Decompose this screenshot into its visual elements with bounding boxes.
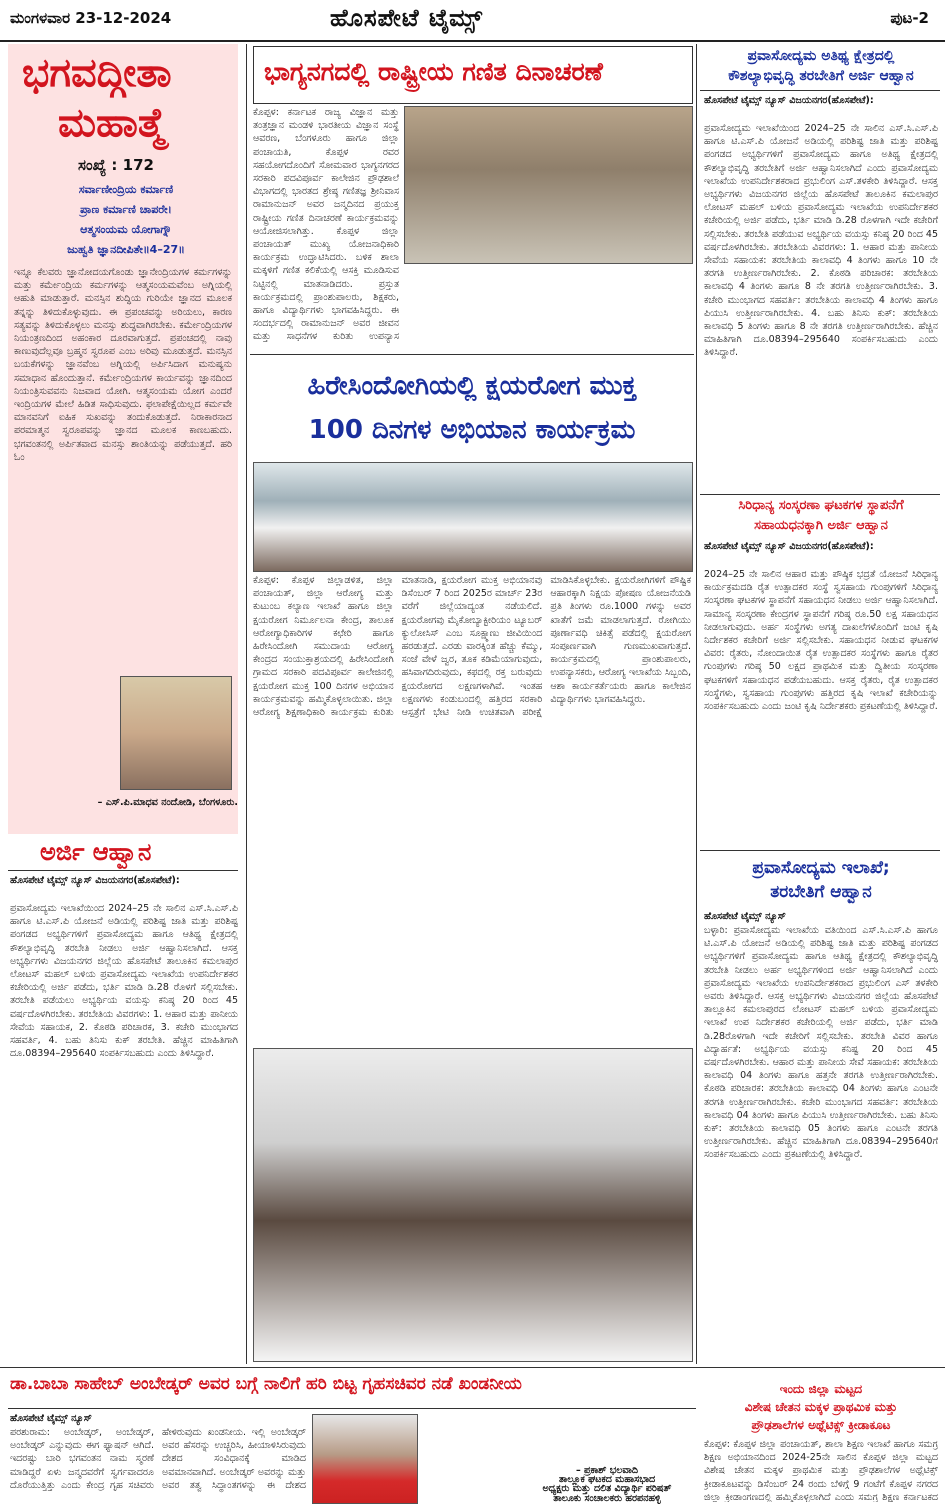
rule [250, 354, 694, 355]
gita-title-2: ಮಹಾತ್ಮೆ [58, 100, 167, 146]
atithya-title-line: ಕೌಶಲ್ಯಾಭಿವೃದ್ಧಿ ತರಬೇತಿಗೆ ಅರ್ಜಿ ಆಹ್ವಾನ [728, 68, 914, 84]
verse-line: ಜುಹ್ವತಿ ಜ್ಞಾನದೀಪಿತೇ॥4–27॥ [67, 243, 185, 256]
gita-number: ಸಂಖ್ಯೆ : 172 [78, 156, 154, 174]
gita-body-cont [14, 684, 114, 794]
page-number: ಪುಟ-2 [890, 9, 929, 27]
ganita-title: ಭಾಗ್ಯನಗದಲ್ಲಿ ರಾಷ್ಟ್ರೀಯ ಗಣಿತ ದಿನಾಚರಣೆ [264, 57, 603, 86]
kshaya-photo-top [253, 462, 693, 572]
pravasodyama-body: ಬಳ್ಳಾರಿ: ಪ್ರವಾಸೋದ್ಯಮ ಇಲಾಖೆಯ ವತಿಯಿಂದ ಎಸ್.ಸಿ.ಎಸ್.ಪಿ ಹಾಗೂ ಟಿ.ಎಸ್.ಪಿ ಯೋಜನೆ ಅಡಿಯಲ್ಲಿ ಪರಿಶಿಷ್ಟ ಜಾತಿ ಮತ್ತು ಪರಿಶಿಷ್ಟ ಪಂಗಡದ ಅಭ್ಯರ್ಥಿಗಳಿಗೆ ಪ್ರವಾಸೋದ್ಯಮ ಹಾಗೂ ಆತಿಥ್ಯ ಕ್ಷೇತ್ರದಲ್ಲಿ ಕೌಶಲ್ಯಾಭಿವೃದ್ಧಿ ತರಬೇತಿ ನೀಡಲು ಅರ್ಹ ಅಭ್ಯರ್ಥಿಗಳಿಂದ ಅರ್ಜಿ ಆಹ್ವಾನಿಸಲಾಗಿದೆ ಎಂದು ಪ್ರವಾಸೋದ್ಯಮ ಇಲಾಖೆಯ ಉಪನಿರ್ದೇಶಕರಾದ ಪ್ರಭುಲಿಂಗ ಎಸ್ ತಳಕೇರಿ ಅವರು ತಿಳಿಸಿದ್ದಾರೆ. ಆಸಕ್ತ ಅಭ್ಯರ್ಥಿಗಳು ವಿಜಯನಗರ ಜಿಲ್ಲೆಯ ಹೊಸಪೇಟೆ ತಾಲ್ಲೂಕಿನ ಕಮಲಾಪುರದ ಲೋಟಸ್ ಮಹಲ್ ಬಳಿಯ ಪ್ರವಾಸೋದ್ಯಮ ಇಲಾಖೆ ಉಪ ನಿರ್ದೇಶಕರ ಕಚೇರಿಯಲ್ಲಿ ಅರ್ಜಿ ಪಡೆದು, ಭರ್ತಿ ಮಾಡಿ ಡಿ.28ರೊಳಗಾಗಿ ಇದೇ ಕಚೇರಿಗೆ ಸಲ್ಲಿಸಬೇಕು. ತರಬೇತಿ ವಿವರ ಹಾಗೂ ವಿದ್ಯಾರ್ಹತೆ: ಅಭ್ಯರ್ಥಿಯ ವಯಸ್ಸು ಕನಿಷ್ಟ 20 ರಿಂದ 45 ವರ್ಷದೊಳಗಿರಬೇಕು. ಆಹಾರ ಮತ್ತು ಪಾನೀಯ ಸೇವೆ ಸಹಾಯಕ: ತರಬೇತಿಯ ಕಾಲಾವಧಿ 04 ತಿಂಗಳು ಹಾಗೂ ಹತ್ತನೇ ತರಗತಿ ಉತ್ತೀರ್ಣರಾಗಿರಬೇಕು. ಕೊಠಡಿ ಪರಿಚಾರಕ: ತರಬೇತಿಯ ಕಾಲಾವಧಿ 04 ತಿಂಗಳು ಹಾಗೂ ಎಂಟನೇ ತರಗತಿ ಉತ್ತೀರ್ಣರಾಗಿರಬೇಕು. ಕಚೇರಿ ಮುಂಭಾಗದ ಸಹವರ್ತಿ: ತರಬೇತಿಯ ಕಾಲಾವಧಿ 04 ತಿಂಗಳು ಹಾಗೂ ಪಿಯುಸಿ ಉತ್ತೀರ್ಣರಾಗಿರಬೇಕು. ಬಹು ತಿನಿಸು ಕುಕ್: ತರಬೇತಿಯ ಕಾಲಾವಧಿ 05 ತಿಂಗಳು ಹಾಗೂ ಎಂಟನೇ ತರಗತಿ ಉತ್ತೀರ್ಣರಾಗಿರಬೇಕು. ಹೆಚ್ಚಿನ ಮಾಹಿತಿಗಾಗಿ ದೂ.08394–295640ಗೆ ಸಂಪರ್ಕಿಸಬಹುದು ಎಂದು ಪ್ರಕಟಣೆಯಲ್ಲಿ ತಿಳಿಸಿದ್ದಾರೆ. [704, 925, 938, 1161]
signoff-line: – ಪ್ರಕಾಶ್ ಭಲವಾದಿ [575, 1465, 639, 1476]
siridhanya-title [702, 496, 940, 536]
ganita-photo [404, 106, 693, 264]
masthead-bar [0, 0, 945, 42]
rule [700, 494, 940, 495]
pravasodyama-title [702, 856, 940, 904]
pravasodyama-title-line: ತರಬೇತಿಗೆ ಆಹ್ವಾನ [770, 882, 872, 902]
atithya-dateline: ಹೊಸಪೇಟೆ ಟೈಮ್ಸ್ ನ್ಯೂಸ್ ವಿಜಯನಗರ(ಹೊಸಪೇಟೆ): [704, 95, 874, 106]
athletics-title-line: ಪ್ರೌಢಶಾಲೆಗಳ ಅಥ್ಲೆಟಿಕ್ಸ್ ಕ್ರೀಡಾಕೂಟ [751, 1418, 891, 1432]
kshaya-title-line: ಹಿರೇಸಿಂದೋಗಿಯಲ್ಲಿ ಕ್ಷಯರೋಗ ಮುಕ್ತ [307, 371, 637, 401]
signoff-line: ತಾಲ್ಲೂಕ ಘಟಕದ ಮಹಾಸಭಾದ [558, 1474, 656, 1486]
kshaya-photo-bottom [253, 1048, 693, 1362]
ganita-body: ಕೊಪ್ಪಳ: ಕರ್ನಾಟಕ ರಾಜ್ಯ ವಿಜ್ಞಾನ ಮತ್ತು ತಂತ್ರಜ್ಞಾನ ಮಂಡಳಿ ಭಾರತೀಯ ವಿಜ್ಞಾನ ಸಂಸ್ಥೆ ಆವರಣ, ಬೆಂಗಳೂರು ಹಾಗೂ ಜಿಲ್ಲಾ ಪಂಚಾಯತಿ, ಕೊಪ್ಪಳ ರವರ ಸಹಯೋಗದೊಂದಿಗೆ ಸೋಮವಾರ ಭಾಗ್ಯನಗರದ ಸರಕಾರಿ ಪದವಿಪೂರ್ವ ಕಾಲೇಜಿನ ಪ್ರೌಢಶಾಲೆ ವಿಭಾಗದಲ್ಲಿ ಭಾರತದ ಶ್ರೇಷ್ಠ ಗಣಿತಜ್ಞ ಶ್ರೀನಿವಾಸ ರಾಮಾನುಜನ್ ಅವರ ಜನ್ಮದಿನದ ಪ್ರಯುಕ್ತ ರಾಷ್ಟ್ರೀಯ ಗಣಿತ ದಿನಾಚರಣೆ ಕಾರ್ಯಕ್ರಮವನ್ನು ಆಯೋಜಿಸಲಾಗಿತ್ತು. ಕೊಪ್ಪಳ ಜಿಲ್ಲಾ ಪಂಚಾಯತ್ ಮುಖ್ಯ ಯೋಜನಾಧಿಕಾರಿ ಕಾರ್ಯಕ್ರಮ ಉದ್ಘಾಟಿಸಿದರು. ಬಳಿಕ ಶಾಲಾ ಮಕ್ಕಳಿಗೆ ಗಣಿತ ಕಲಿಕೆಯಲ್ಲಿ ಆಸಕ್ತಿ ಮೂಡಿಸುವ ನಿಟ್ಟಿನಲ್ಲಿ ಮಾತನಾಡಿದರು. ಪ್ರಸ್ತುತ ಕಾರ್ಯಕ್ರಮದಲ್ಲಿ ಪ್ರಾಂಶುಪಾಲರು, ಶಿಕ್ಷಕರು, ಹಾಗೂ ವಿದ್ಯಾರ್ಥಿಗಳು ಭಾಗವಹಿಸಿದ್ದರು. ಈ ಸಂದರ್ಭದಲ್ಲಿ ರಾಮಾನುಜನ್ ಅವರ ಜೀವನ ಮತ್ತು ಸಾಧನೆಗಳ ಕುರಿತು ಉಪನ್ಯಾಸ [253, 107, 399, 343]
column-divider [696, 44, 697, 1364]
siridhanya-title-line: ಸಹಾಯಧನಕ್ಕಾಗಿ ಅರ್ಜಿ ಆಹ್ವಾನ [754, 518, 888, 533]
newspaper-name: ಹೊಸಪೇಟೆ ಟೈಮ್ಸ್ [330, 4, 484, 32]
atithya-title-line: ಪ್ರವಾಸೋದ್ಯಮ ಅತಿಥ್ಯ ಕ್ಷೇತ್ರದಲ್ಲಿ [747, 48, 895, 64]
gita-title: ಭಗವದ್ಗೀತಾ [22, 50, 172, 96]
athletics-title-line: ಇಂದು ಜಿಲ್ಲಾ ಮಟ್ಟದ [779, 1382, 863, 1396]
atithya-title [702, 46, 940, 86]
pravasodyama-dateline: ಹೊಸಪೇಟೆ ಟೈಮ್ಸ್ ನ್ಯೂಸ್ [704, 911, 786, 922]
signoff-line: ಅಧ್ಯಕ್ಷರು ಮತ್ತು ದಲಿತ ವಿದ್ಯಾರ್ಥಿ ಪರಿಷತ್ [542, 1483, 672, 1495]
ambedkar-title: ಡಾ.ಬಾಬಾ ಸಾಹೇಬ್ ಅಂಬೇಡ್ಕರ್ ಅವರ ಬಗ್ಗೆ ನಾಲಿಗೆ ಹರಿ ಬಿಟ್ಟ ಗೃಹಸಚಿವರ ನಡೆ ಖಂಡನೀಯ [10, 1374, 522, 1394]
ambedkar-body: ಪರಶುರಾಮ: ಅಂಬೇಡ್ಕರ್, ಅಂಬೇಡ್ಕರ್, ಅಂಬೇಡ್ಕರ್ ಎನ್ನುವುದು ಈಗ ಫ್ಯಾಷನ್ ಆಗಿದೆ. ಇದರಷ್ಟು ಬಾರಿ ಭಗವಂತನ ನಾಮ ಸ್ಮರಣೆ ಮಾಡಿದ್ದರೆ ಏಳು ಜನ್ಮದವರೆಗೆ ಸ್ವರ್ಗವಾದರೂ ದೊರೆಯುತ್ತಿತ್ತು ಎಂದು ಕೇಂದ್ರ ಗೃಹ ಸಚಿವರು ಹೇಳಿರುವುದು ಖಂಡನೀಯ. ಇಲ್ಲಿ ಅಂಬೇಡ್ಕರ್ ಅವರ ಹೆಸರನ್ನು ಉಚ್ಚರಿಸಿ, ಹೀಯಾಳಿಸಿರುವುದು ದೇಶದ ಸಂವಿಧಾನಕ್ಕೆ ಮಾಡಿದ ಅವಮಾನವಾಗಿದೆ. ಅಂಬೇಡ್ಕರ್ ಅವರನ್ನು ಮತ್ತು ಅವರ ತತ್ವ ಸಿದ್ಧಾಂತಗಳನ್ನು ಈ ದೇಶದ [10, 1427, 306, 1491]
siridhanya-body: 2024–25 ನೇ ಸಾಲಿನ ಆಹಾರ ಮತ್ತು ಪೌಷ್ಠಿಕ ಭದ್ರತೆ ಯೋಜನೆ ಸಿರಿಧಾನ್ಯ ಕಾರ್ಯಕ್ರಮದಡಿ ರೈತ ಉತ್ಪಾದಕರ ಸಂಸ್ಥೆ ಸ್ವಸಹಾಯ ಗುಂಪುಗಳಿಗೆ ಸಿರಿಧಾನ್ಯ ಸಂಸ್ಕರಣಾ ಘಟಕಗಳ ಸ್ಥಾಪನೆಗೆ ಸಹಾಯಧನ ನೀಡಲು ಅರ್ಜಿ ಆಹ್ವಾನಿಸಲಾಗಿದೆ. ಸಾಮಾನ್ಯ ಸಂಸ್ಕರಣಾ ಕೇಂದ್ರಗಳ ಸ್ಥಾಪನೆಗೆ ಗರಿಷ್ಠ ರೂ.50 ಲಕ್ಷ ಸಹಾಯಧನ ನೀಡಲಾಗುವುದು. ಅರ್ಹ ಸಂಸ್ಥೆಗಳು ಅಗತ್ಯ ದಾಖಲೆಗಳೊಂದಿಗೆ ಜಂಟಿ ಕೃಷಿ ನಿರ್ದೇಶಕರ ಕಚೇರಿಗೆ ಅರ್ಜಿ ಸಲ್ಲಿಸಬೇಕು. ಸಹಾಯಧನ ನೀಡುವ ಘಟಕಗಳ ವಿವರ: ರೈತರು, ನೋಂದಾಯಿತ ರೈತ ಉತ್ಪಾದಕರ ಸಂಸ್ಥೆಗಳು ಹಾಗೂ ರೈತರ ಗುಂಪುಗಳು ಗರಿಷ್ಠ 50 ಲಕ್ಷದ ಪ್ರಾಥಮಿಕ ಮತ್ತು ದ್ವಿತೀಯ ಸಂಸ್ಕರಣಾ ಘಟಕಗಳಿಗೆ ಸಹಾಯಧನ ಪಡೆಯಬಹುದು. ಆಸಕ್ತ ರೈತರು, ರೈತ ಉತ್ಪಾದಕರ ಸಂಸ್ಥೆಗಳು, ಸ್ವಸಹಾಯ ಗುಂಪುಗಳು ಹತ್ತಿರದ ಕೃಷಿ ಇಲಾಖೆ ಕಚೇರಿಯನ್ನು ಸಂಪರ್ಕಿಸಬಹುದು ಎಂದು ಜಂಟಿ ಕೃಷಿ ನಿರ್ದೇಶಕರು ಪ್ರಕಟಣೆಯಲ್ಲಿ ತಿಳಿಸಿದ್ದಾರೆ. [704, 569, 938, 713]
verse-line: ಪ್ರಾಣ ಕರ್ಮಾಣಿ ಚಾಪರೇ। [80, 203, 172, 216]
rule [700, 90, 940, 91]
issue-date: ಮಂಗಳವಾರ 23-12-2024 [10, 9, 172, 27]
rule [700, 850, 940, 851]
gita-author: – ಎಸ್.ಪಿ.ಮಾಧವ ನಂದೋಡಿ, ಬೆಂಗಳೂರು. [97, 797, 238, 808]
arji-title: ಅರ್ಜಿ ಆಹ್ವಾನ [40, 838, 152, 866]
section-divider [0, 1367, 945, 1368]
atithya-body: ಪ್ರವಾಸೋದ್ಯಮ ಇಲಾಖೆಯಿಂದ 2024–25 ನೇ ಸಾಲಿನ ಎಸ್.ಸಿ.ಎಸ್.ಪಿ ಹಾಗೂ ಟಿ.ಎಸ್.ಪಿ ಯೋಜನೆ ಅಡಿಯಲ್ಲಿ ಪರಿಶಿಷ್ಟ ಜಾತಿ ಮತ್ತು ಪರಿಶಿಷ್ಟ ಪಂಗಡದ ಅಭ್ಯರ್ಥಿಗಳಿಗೆ ಪ್ರವಾಸೋದ್ಯಮ ಹಾಗೂ ಅತಿಥ್ಯ ಕ್ಷೇತ್ರದಲ್ಲಿ ಕೌಶಲ್ಯಾಭಿವೃದ್ಧಿ ತರಬೇತಿಗೆ ಅರ್ಜಿ ಆಹ್ವಾನಿಸಲಾಗಿದೆ ಎಂದು ಪ್ರವಾಸೋದ್ಯಮ ಇಲಾಖೆಯ ಉಪನಿರ್ದೇಶಕರಾದ ಪ್ರಭುಲಿಂಗ ಎಸ್.ತಳಕೇರಿ ತಿಳಿಸಿದ್ದಾರೆ. ಆಸಕ್ತ ಅಭ್ಯರ್ಥಿಗಳು ವಿಜಯನಗರ ಜಿಲ್ಲೆಯ ಹೊಸಪೇಟೆ ತಾಲೂಕಿನ ಕಮಲಾಪುರ ಲೋಟಸ್ ಮಹಲ್ ಬಳಿಯ ಪ್ರವಾಸೋದ್ಯಮ ಇಲಾಖೆಯ ಉಪನಿರ್ದೇಶಕರ ಕಚೇರಿಯಲ್ಲಿ ಅರ್ಜಿ ಪಡೆದು, ಭರ್ತಿ ಮಾಡಿ ಡಿ.28 ರೊಳಗಾಗಿ ಇದೇ ಕಚೇರಿಗೆ ಸಲ್ಲಿಸಬೇಕು. ತರಬೇತಿ ಪಡೆಯುವ ಅಭ್ಯರ್ಥಿಯ ವಯಸ್ಸು ಕನಿಷ್ಠ 20 ರಿಂದ 45 ವರ್ಷದೊಳಗಿರಬೇಕು. ತರಬೇತಿಯ ವಿವರಗಳು: 1. ಆಹಾರ ಮತ್ತು ಪಾನೀಯ ಸೇವೆಯ ಸಹಾಯಕ: ತರಬೇತಿಯ ಕಾಲಾವಧಿ 4 ತಿಂಗಳು ಹಾಗೂ 10 ನೇ ತರಗತಿ ಉತ್ತೀರ್ಣರಾಗಿರಬೇಕು. 2. ಕೊಠಡಿ ಪರಿಚಾರಕ: ತರಬೇತಿಯ ಕಾಲಾವಧಿ 4 ತಿಂಗಳು ಹಾಗೂ 8 ನೇ ತರಗತಿ ಉತ್ತೀರ್ಣರಾಗಿರಬೇಕು. 3. ಕಚೇರಿ ಮುಂಭಾಗದ ಸಹವರ್ತಿ: ತರಬೇತಿಯ ಕಾಲಾವಧಿ 4 ತಿಂಗಳು ಹಾಗೂ ಪಿಯುಸಿ ಉತ್ತೀರ್ಣರಾಗಿರಬೇಕು. 4. ಬಹು ತಿನಿಸು ಕುಕ್: ತರಬೇತಿಯ ಕಾಲಾವಧಿ 5 ತಿಂಗಳು ಹಾಗೂ 8 ನೇ ತರಗತಿ ಉತ್ತೀರ್ಣರಾಗಿರಬೇಕು. ಹೆಚ್ಚಿನ ಮಾಹಿತಿಗಾಗಿ ದೂ.08394–295640 ಸಂಪರ್ಕಿಸಬಹುದು ಎಂದು ತಿಳಿಸಿದ್ದಾರೆ. [704, 123, 938, 359]
signoff-line: ತಾಲೂಕು ಸಂಚಾಲಕರು ಹರಪನಹಳ್ಳಿ [553, 1492, 661, 1504]
siridhanya-title-line: ಸಿರಿಧಾನ್ಯ ಸಂಸ್ಕರಣಾ ಘಟಕಗಳ ಸ್ಥಾಪನೆಗೆ [738, 498, 904, 513]
verse-line: ಆತ್ಮಸಂಯಮ ಯೋಗಾಗ್ನೌ [80, 223, 172, 236]
gita-verse [26, 180, 226, 260]
kshaya-title [253, 364, 691, 452]
ganita-body-cont [404, 266, 691, 350]
ambedkar-dateline: ಹೊಸಪೇಟೆ ಟೈಮ್ಸ್ ನ್ಯೂಸ್ [10, 1413, 92, 1424]
column-divider [246, 44, 247, 1364]
arji-body: ಪ್ರವಾಸೋದ್ಯಮ ಇಲಾಖೆಯಿಂದ 2024–25 ನೇ ಸಾಲಿನ ಎಸ್.ಸಿ.ಎಸ್.ಪಿ ಹಾಗೂ ಟಿ.ಎಸ್.ಪಿ ಯೋಜನೆ ಅಡಿಯಲ್ಲಿ ಪರಿಶಿಷ್ಟ ಜಾತಿ ಮತ್ತು ಪರಿಶಿಷ್ಟ ಪಂಗಡದ ಅಭ್ಯರ್ಥಿಗಳಿಗೆ ಪ್ರವಾಸೋದ್ಯಮ ಹಾಗೂ ಆತಿಥ್ಯ ಕ್ಷೇತ್ರದಲ್ಲಿ ಕೌಶಲ್ಯಾಭಿವೃದ್ಧಿ ತರಬೇತಿ ನೀಡಲು ಅರ್ಜಿ ಆಹ್ವಾನಿಸಲಾಗಿದೆ. ಆಸಕ್ತ ಅಭ್ಯರ್ಥಿಗಳು ವಿಜಯನಗರ ಜಿಲ್ಲೆಯ ಹೊಸಪೇಟೆ ತಾಲೂಕಿನ ಕಮಲಾಪುರ ಲೋಟಸ್ ಮಹಲ್ ಬಳಿಯ ಪ್ರವಾಸೋದ್ಯಮ ಇಲಾಖೆಯ ಉಪನಿರ್ದೇಶಕರ ಕಚೇರಿಯಲ್ಲಿ ಅರ್ಜಿ ಪಡೆದು, ಭರ್ತಿ ಮಾಡಿ ಡಿ.28 ರೊಳಗೆ ಸಲ್ಲಿಸಬೇಕು. ತರಬೇತಿ ಪಡೆಯಲು ಅಭ್ಯರ್ಥಿಯ ವಯಸ್ಸು ಕನಿಷ್ಠ 20 ರಿಂದ 45 ವರ್ಷದೊಳಗಿರಬೇಕು. ತರಬೇತಿಯ ವಿವರಗಳು: 1. ಆಹಾರ ಮತ್ತು ಪಾನೀಯ ಸೇವೆಯ ಸಹಾಯಕ, 2. ಕೊಠಡಿ ಪರಿಚಾರಕ, 3. ಕಚೇರಿ ಮುಂಭಾಗದ ಸಹವರ್ತಿ, 4. ಬಹು ತಿನಿಸು ಕುಕ್ ತರಬೇತಿ. ಹೆಚ್ಚಿನ ಮಾಹಿತಿಗಾಗಿ ದೂ.08394–295640 ಸಂಪರ್ಕಿಸಬಹುದು ಎಂದು ತಿಳಿಸಿದ್ದಾರೆ. [10, 903, 238, 1060]
gita-body: ಇನ್ನೂ ಕೆಲವರು ಜ್ಞಾನೋದಯಗೊಂಡು ಜ್ಞಾನೇಂದ್ರಿಯಗಳ ಕರ್ಮಗಳನ್ನು ಮತ್ತು ಕರ್ಮೇಂದ್ರಿಯ ಕರ್ಮಗಳನ್ನು ಆತ್ಮಸಂಯಮವೆಂಬ ಅಗ್ನಿಯಲ್ಲಿ ಆಹುತಿ ಮಾಡುತ್ತಾರೆ. ಮನಸ್ಸಿನ ಶುದ್ಧಿಯ ಗುರಿಯೇ ಜ್ಞಾನದ ಮೂಲಕ ತನ್ನನ್ನು ತಿಳಿದುಕೊಳ್ಳುವುದು. ಈ ಪ್ರಪಂಚವನ್ನು ಅರಿಯಲು, ಕಾರಣ ಸತ್ಯವನ್ನು ತಿಳಿದುಕೊಳ್ಳಲು ಮನಸ್ಸು ಶುದ್ಧವಾಗಿರಬೇಕು. ಕರ್ಮೇಂದ್ರಿಯಗಳ ನಿಯಂತ್ರಣದಿಂದ ಅಹಂಕಾರ ದೂರವಾಗುತ್ತದೆ. ಪ್ರಪಂಚದಲ್ಲಿ ನಾವು ಕಾಣುವುದೆಲ್ಲವೂ ಬ್ರಹ್ಮನ ಸ್ವರೂಪ ಎಂಬ ಅರಿವು ಮೂಡುತ್ತದೆ. ಮನಸ್ಸಿನ ಬಯಕೆಗಳನ್ನು ಜ್ಞಾನವೆಂಬ ಅಗ್ನಿಯಲ್ಲಿ ಅರ್ಪಿಸಿದಾಗ ಮನುಷ್ಯನು ಸಮಾಧಾನ ಹೊಂದುತ್ತಾನೆ. ಕರ್ಮೇಂದ್ರಿಯಗಳ ಕಾರ್ಯವನ್ನು ಜ್ಞಾನದಿಂದ ನಿಯಂತ್ರಿಸುವವನು ನಿಜವಾದ ಯೋಗಿ. ಆತ್ಮಸಂಯಮ ಯೋಗ ಎಂದರೆ ಇಂದ್ರಿಯಗಳ ಮೇಲೆ ಹಿಡಿತ ಸಾಧಿಸುವುದು. ಫಲಾಪೇಕ್ಷೆಯಿಲ್ಲದ ಕರ್ಮವೇ ಮಾನವನಿಗೆ ಐಹಿಕ ಸುಖವನ್ನು ತಂದುಕೊಡುತ್ತದೆ. ನಿರಾಕಾರನಾದ ಪರಮಾತ್ಮನ ಸ್ವರೂಪವನ್ನು ಜ್ಞಾನದ ಮೂಲಕ ಕಾಣಬಹುದು. ಭಗವಂತನಲ್ಲಿ ಅರ್ಪಿತವಾದ ಮನಸ್ಸು ಶಾಂತಿಯನ್ನು ಪಡೆಯುತ್ತದೆ. ಹರಿ ಓಂ [14, 267, 232, 463]
siridhanya-dateline: ಹೊಸಪೇಟೆ ಟೈಮ್ಸ್ ನ್ಯೂಸ್ ವಿಜಯನಗರ(ಹೊಸಪೇಟೆ): [704, 541, 874, 552]
verse-line: ಸರ್ವಾಣೀಂದ್ರಿಯ ಕರ್ಮಾಣಿ [78, 183, 174, 196]
ambedkar-body-cont [420, 1412, 690, 1468]
ambedkar-signoff [520, 1466, 694, 1503]
gita-box [8, 44, 238, 834]
athletics-title-line: ವಿಶೇಷ ಚೇತನ ಮಕ್ಕಳ ಪ್ರಾಥಮಿಕ ಮತ್ತು [744, 1400, 898, 1414]
author-photo [120, 676, 232, 790]
rule [8, 870, 238, 871]
pravasodyama-title-line: ಪ್ರವಾಸೋದ್ಯಮ ಇಲಾಖೆ; [752, 858, 890, 878]
kshaya-body: ಕೊಪ್ಪಳ: ಕೊಪ್ಪಳ ಜಿಲ್ಲಾಡಳಿತ, ಜಿಲ್ಲಾ ಪಂಚಾಯತ್, ಜಿಲ್ಲಾ ಆರೋಗ್ಯ ಮತ್ತು ಕುಟುಂಬ ಕಲ್ಯಾಣ ಇಲಾಖೆ ಹಾಗೂ ಜಿಲ್ಲಾ ಕ್ಷಯರೋಗ ನಿರ್ಮೂಲನಾ ಕೇಂದ್ರ, ತಾಲೂಕ ಆರೋಗ್ಯಾಧಿಕಾರಿಗಳ ಕಛೇರಿ ಹಾಗೂ ಹಿರೇಸಿಂದೋಗಿ ಸಮುದಾಯ ಆರೋಗ್ಯ ಕೇಂದ್ರದ ಸಂಯುಕ್ತಾಶ್ರಯದಲ್ಲಿ ಹಿರೇಸಿಂದೋಗಿ ಗ್ರಾಮದ ಸರಕಾರಿ ಪದವಿಪೂರ್ವ ಕಾಲೇಜಿನಲ್ಲಿ ಕ್ಷಯರೋಗ ಮುಕ್ತ 100 ದಿನಗಳ ಅಭಿಯಾನ ಕಾರ್ಯಕ್ರಮವನ್ನು ಹಮ್ಮಿಕೊಳ್ಳಲಾಯಿತು. ಜಿಲ್ಲಾ ಆರೋಗ್ಯ ಶಿಕ್ಷಣಾಧಿಕಾರಿ ಕಾರ್ಯಕ್ರಮ ಕುರಿತು ಮಾತನಾಡಿ, ಕ್ಷಯರೋಗ ಮುಕ್ತ ಅಭಿಯಾನವು ಡಿಸೆಂಬರ್ 7 ರಿಂದ 2025ರ ಮಾರ್ಚ್ 23ರ ವರೆಗೆ ಜಿಲ್ಲೆಯಾದ್ಯಂತ ನಡೆಯಲಿದೆ. ಕ್ಷಯರೋಗವು ಮೈಕೋಬ್ಯಾಕ್ಟೀರಿಯಂ ಟ್ಯೂಬರ್ ಕ್ಯುಲೋಸಿಸ್ ಎಂಬ ಸೂಕ್ಷ್ಮಾಣು ಜೀವಿಯಿಂದ ಹರಡುತ್ತದೆ. ಎರಡು ವಾರಕ್ಕಿಂತ ಹೆಚ್ಚು ಕೆಮ್ಮು, ಸಂಜೆ ವೇಳೆ ಜ್ವರ, ತೂಕ ಕಡಿಮೆಯಾಗುವುದು, ಹಸಿವಾಗದಿರುವುದು, ಕಫದಲ್ಲಿ ರಕ್ತ ಬರುವುದು ಕ್ಷಯರೋಗದ ಲಕ್ಷಣಗಳಾಗಿವೆ. ಇಂತಹ ಲಕ್ಷಣಗಳು ಕಂಡುಬಂದಲ್ಲಿ ಹತ್ತಿರದ ಸರಕಾರಿ ಆಸ್ಪತ್ರೆಗೆ ಭೇಟಿ ನೀಡಿ ಉಚಿತವಾಗಿ ಪರೀಕ್ಷೆ ಮಾಡಿಸಿಕೊಳ್ಳಬೇಕು. ಕ್ಷಯರೋಗಿಗಳಿಗೆ ಪೌಷ್ಟಿಕ ಆಹಾರಕ್ಕಾಗಿ ನಿಕ್ಷಯ ಪೋಷಣ ಯೋಜನೆಯಡಿ ಪ್ರತಿ ತಿಂಗಳು ರೂ.1000 ಗಳನ್ನು ಅವರ ಖಾತೆಗೆ ಜಮೆ ಮಾಡಲಾಗುತ್ತದೆ. ರೋಗಿಯು ಪೂರ್ಣಾವಧಿ ಚಿಕಿತ್ಸೆ ಪಡೆದಲ್ಲಿ ಕ್ಷಯರೋಗ ಸಂಪೂರ್ಣವಾಗಿ ಗುಣಮುಖವಾಗುತ್ತದೆ. ಕಾರ್ಯಕ್ರಮದಲ್ಲಿ ಪ್ರಾಂಶುಪಾಲರು, ಉಪನ್ಯಾಸಕರು, ಆರೋಗ್ಯ ಇಲಾಖೆಯ ಸಿಬ್ಬಂದಿ, ಆಶಾ ಕಾರ್ಯಕರ್ತೆಯರು ಹಾಗೂ ಕಾಲೇಜಿನ ವಿದ್ಯಾರ್ಥಿಗಳು ಭಾಗವಹಿಸಿದ್ದರು. [253, 575, 691, 719]
athletics-title [702, 1380, 940, 1434]
kshaya-title-line: 100 ದಿನಗಳ ಅಭಿಯಾನ ಕಾರ್ಯಕ್ರಮ [308, 415, 636, 445]
athletics-body: ಕೊಪ್ಪಳ: ಕೊಪ್ಪಳ ಜಿಲ್ಲಾ ಪಂಚಾಯತ್, ಶಾಲಾ ಶಿಕ್ಷಣ ಇಲಾಖೆ ಹಾಗೂ ಸಮಗ್ರ ಶಿಕ್ಷಣ ಅಭಿಯಾನದಿಂದ 2024-25ನೇ ಸಾಲಿನ ಕೊಪ್ಪಳ ಜಿಲ್ಲಾ ಮಟ್ಟದ ವಿಶೇಷ ಚೇತನ ಮಕ್ಕಳ ಪ್ರಾಥಮಿಕ ಮತ್ತು ಪ್ರೌಢಶಾಲೆಗಳ ಅಥ್ಲೆಟಿಕ್ಸ್ ಕ್ರೀಡಾಕೂಟವನ್ನು ಡಿಸೆಂಬರ್ 24 ರಂದು ಬೆಳಿಗ್ಗೆ 9 ಗಂಟೆಗೆ ಕೊಪ್ಪಳ ನಗರದ ಜಿಲ್ಲಾ ಕ್ರೀಡಾಂಗಣದಲ್ಲಿ ಹಮ್ಮಿಕೊಳ್ಳಲಾಗಿದೆ ಎಂದು ಸಮಗ್ರ ಶಿಕ್ಷಣ ಕರ್ನಾಟಕದ [704, 1439, 938, 1502]
ambedkar-author-photo [312, 1414, 418, 1504]
rule [8, 1408, 696, 1409]
arji-dateline: ಹೊಸಪೇಟೆ ಟೈಮ್ಸ್ ನ್ಯೂಸ್ ವಿಜಯನಗರ(ಹೊಸಪೇಟೆ): [10, 875, 180, 886]
ganita-heading-box [253, 46, 693, 104]
